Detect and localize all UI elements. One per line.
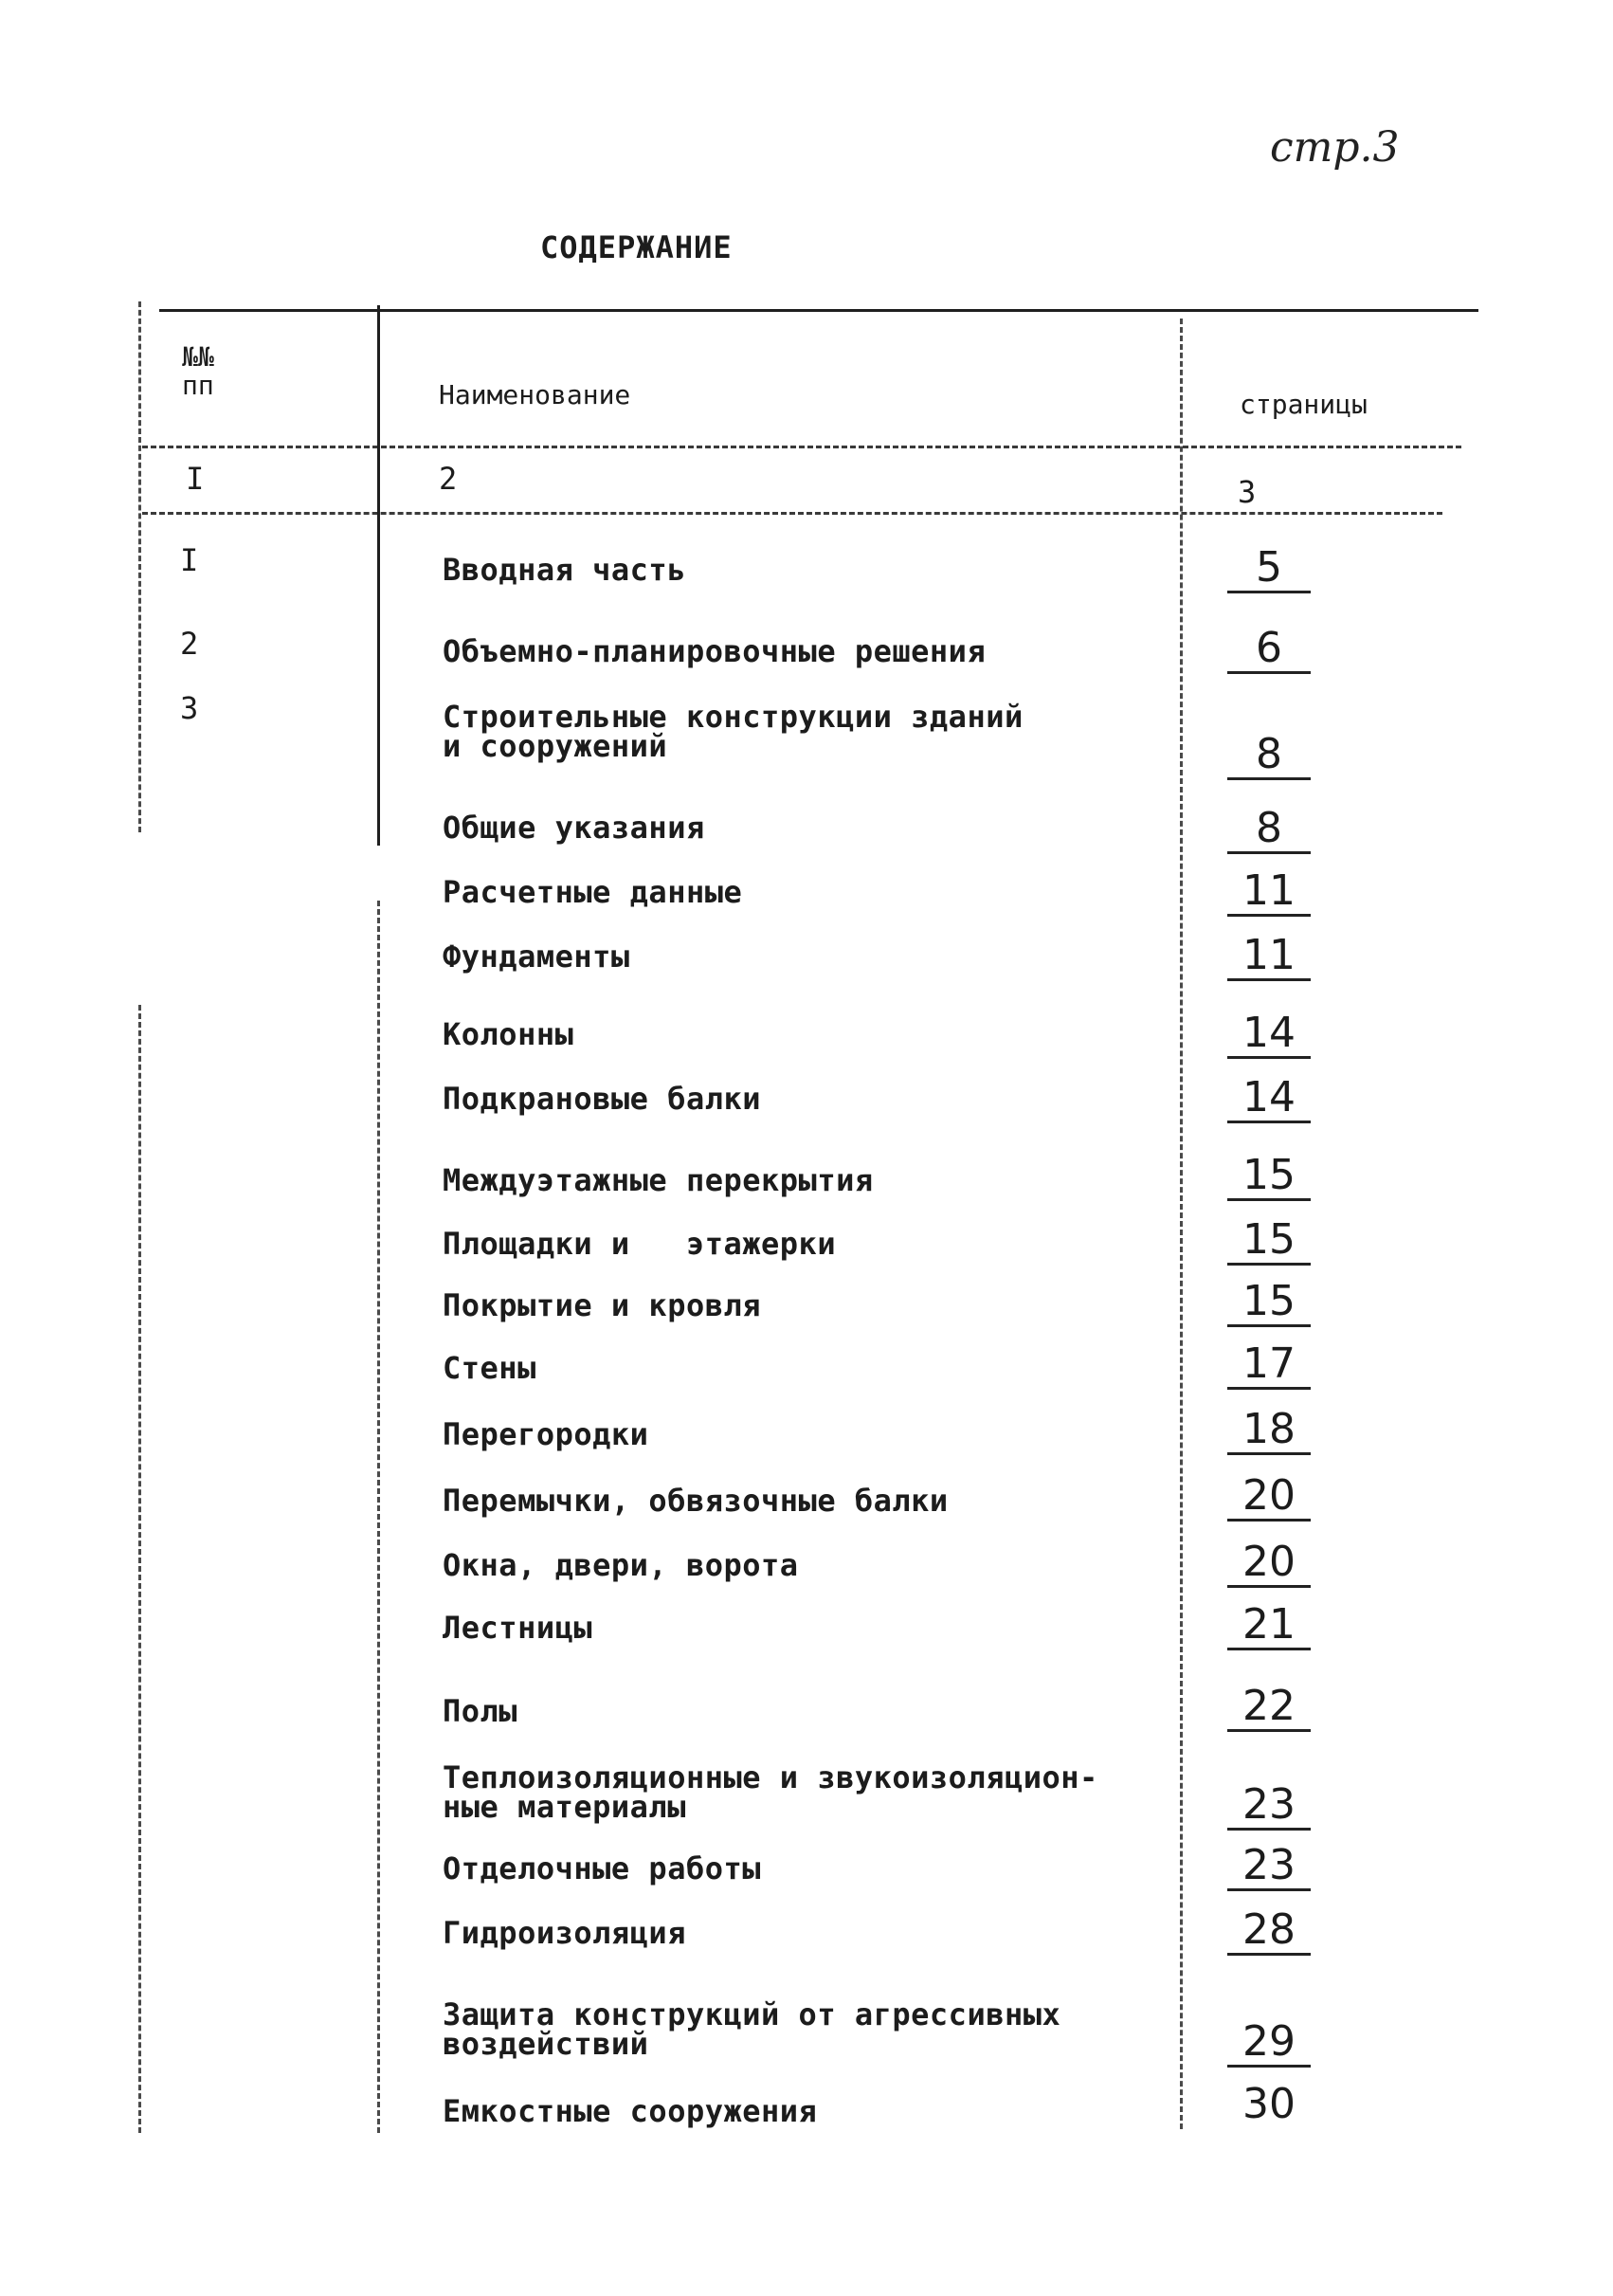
row-number: 2 [180,626,199,662]
row-title: Окна, двери, ворота [443,1547,799,1583]
row-page: 6 [1227,626,1311,674]
row-page: 23 [1227,1843,1311,1891]
row-page: 8 [1227,806,1311,854]
row-page: 18 [1227,1407,1311,1455]
row-page: 29 [1227,2019,1311,2068]
page-number-label: стр.3 [1270,123,1400,172]
row-title: Подкрановые балки [443,1081,762,1117]
row-page: 8 [1227,732,1311,780]
table-left-border [138,301,141,832]
column-divider-name [377,305,380,846]
row-title: Расчетные данные [443,874,743,910]
row-title: Лестницы [443,1610,593,1646]
row-title: Гидроизоляция [443,1915,686,1951]
header-page: страницы [1240,389,1368,420]
row-title: Стены [443,1350,536,1386]
row-page: 23 [1227,1782,1311,1831]
row-title: Вводная часть [443,552,686,588]
table-left-border-lower [138,1005,141,2133]
row-page: 11 [1227,933,1311,981]
row-number: 3 [180,690,199,726]
row-page: 14 [1227,1011,1311,1059]
row-page: 20 [1227,1473,1311,1522]
row-title: Площадки и этажерки [443,1226,837,1262]
row-number: I [180,542,199,578]
row-page: 11 [1227,868,1311,917]
column-divider-name-lower [377,901,380,2133]
row-title: Перемычки, обвязочные балки [443,1483,949,1519]
row-title: Емкостные сооружения [443,2093,818,2129]
header-bottom-rule [142,446,1461,448]
column-number-rule [142,512,1442,515]
column-divider-page [1180,319,1183,2129]
row-page: 5 [1227,545,1311,593]
row-page: 17 [1227,1341,1311,1390]
row-page: 15 [1227,1217,1311,1266]
row-title: Колонны [443,1016,574,1052]
row-page: 15 [1227,1153,1311,1201]
header-name: Наименование [439,379,631,410]
column-number-1: I [186,461,205,497]
row-title: Общие указания [443,810,705,846]
row-title: Строительные конструкции зданий и сооружений [443,699,1024,764]
row-page: 28 [1227,1907,1311,1956]
row-page: 20 [1227,1540,1311,1588]
row-page: 21 [1227,1602,1311,1650]
row-title: Объемно-планировочные решения [443,633,987,669]
row-title: Отделочные работы [443,1850,762,1886]
row-page: 30 [1242,2080,1296,2128]
row-title: Междуэтажные перекрытия [443,1162,874,1198]
row-page: 22 [1227,1684,1311,1732]
row-title: Покрытие и кровля [443,1287,762,1323]
row-page: 15 [1227,1279,1311,1327]
table-top-rule [159,309,1478,312]
row-title: Перегородки [443,1416,649,1452]
row-title: Защита конструкций от агрессивных воздействий [443,1996,1061,2062]
header-number: №№ пп [182,341,214,401]
row-title: Фундаменты [443,938,630,975]
column-number-3: 3 [1238,474,1257,510]
row-title: Полы [443,1693,518,1729]
document-title: СОДЕРЖАНИЕ [540,229,733,265]
row-page: 14 [1227,1075,1311,1123]
column-number-2: 2 [439,461,458,497]
row-title: Теплоизоляционные и звукоизоляцион- ные материалы [443,1759,1098,1825]
